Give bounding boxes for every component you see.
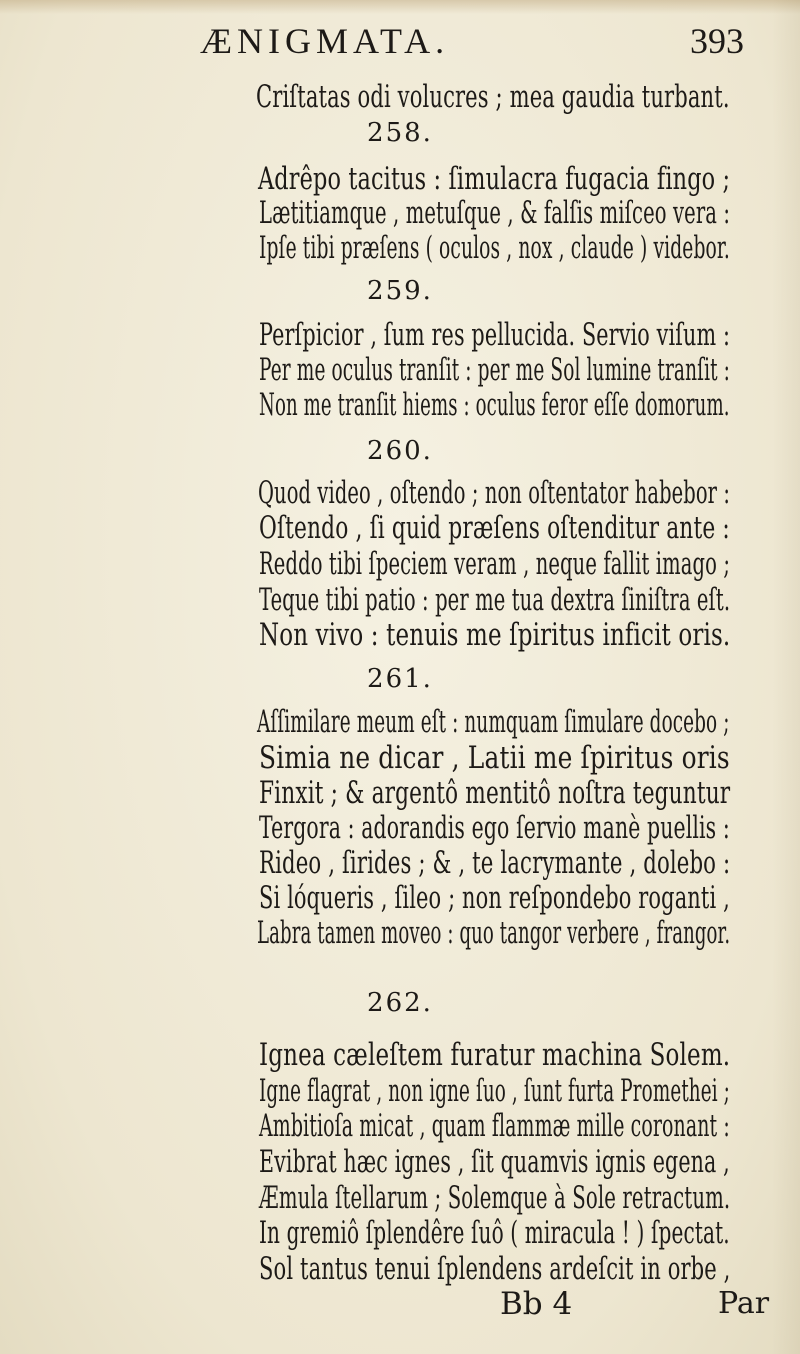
verse-line: Criſtatas odi volucres ; mea gaudia turbant. (256, 79, 730, 115)
verse-line: Oſtendo , ſi quid præſens oſtenditur ante : (259, 510, 730, 546)
verse-line: Ambitioſa micat , quam flammæ mille coronant : (259, 1108, 730, 1144)
verse-line: Æmula ſtellarum ; Solemque à Sole retractum. (259, 1180, 731, 1216)
verse-line: Si lóqueris , ſileo ; non reſpondebo roganti , (259, 880, 730, 916)
verse-line: Reddo tibi ſpeciem veram , neque fallit imago ; (259, 546, 731, 582)
verse-line: Tergora : adorandis ego ſervio manè puellis : (259, 810, 730, 846)
verse-line: Per me oculus tranſit : per me Sol lumine tranſit : (259, 352, 731, 388)
verse-line: Quod video , oſtendo ; non oſtentator habebor : (258, 475, 731, 511)
verse-line: In gremiô ſplendêre ſuô ( miracula ! ) ſpectat. (259, 1215, 730, 1251)
running-title: ÆNIGMATA. (200, 21, 450, 61)
verse-line: Igne flagrat , non igne ſuo , ſunt furta Promethei ; (259, 1073, 730, 1109)
verse-line: Adrêpo tacitus : ſimulacra fugacia fingo ; (258, 161, 731, 197)
verse-line: Teque tibi patio : per me tua dextra ſiniſtra eſt. (259, 582, 731, 618)
page-stain (0, 0, 800, 14)
verse-line: Non vivo : tenuis me ſpiritus inficit oris. (259, 617, 731, 653)
page-header (0, 18, 800, 78)
page-number: 393 (690, 21, 744, 61)
epigram-number: 261. (367, 664, 433, 694)
verse-line: Labra tamen moveo : quo tangor verbere , frangor. (257, 915, 731, 951)
verse-line: Lætitiamque , metuſque , & falſis miſceo vera : (259, 195, 731, 231)
verse-line: Non me tranſit hiems : oculus feror eſſe domorum. (259, 387, 730, 423)
epigram-number: 258. (367, 118, 433, 148)
verse-line: Ipſe tibi præſens ( oculos , nox , claude ) videbor. (259, 230, 730, 266)
verse-line: Aſſimilare meum eſt : numquam ſimulare docebo ; (257, 704, 730, 740)
verse-line: Finxit ; & argentô mentitô noſtra teguntur (259, 775, 731, 811)
signature-mark: Bb 4 (500, 1286, 573, 1322)
verse-line: Ignea cæleſtem furatur machina Solem. (259, 1037, 731, 1073)
epigram-number: 262. (367, 988, 433, 1018)
verse-line: Sol tantus tenui ſplendens ardeſcit in orbe , (259, 1251, 731, 1287)
epigram-number: 259. (367, 276, 433, 306)
epigram-number: 260. (367, 436, 433, 466)
verse-line: Evibrat hæc ignes , ſit quamvis ignis egena , (259, 1144, 730, 1180)
verse-line: Perſpicior , ſum res pellucida. Servio viſum : (259, 317, 731, 353)
verse-line: Rideo , ſirides ; & , te lacrymante , dolebo : (259, 845, 731, 881)
catchword: Par (718, 1286, 770, 1321)
verse-line: Simia ne dicar , Latii me ſpiritus oris (259, 740, 730, 776)
